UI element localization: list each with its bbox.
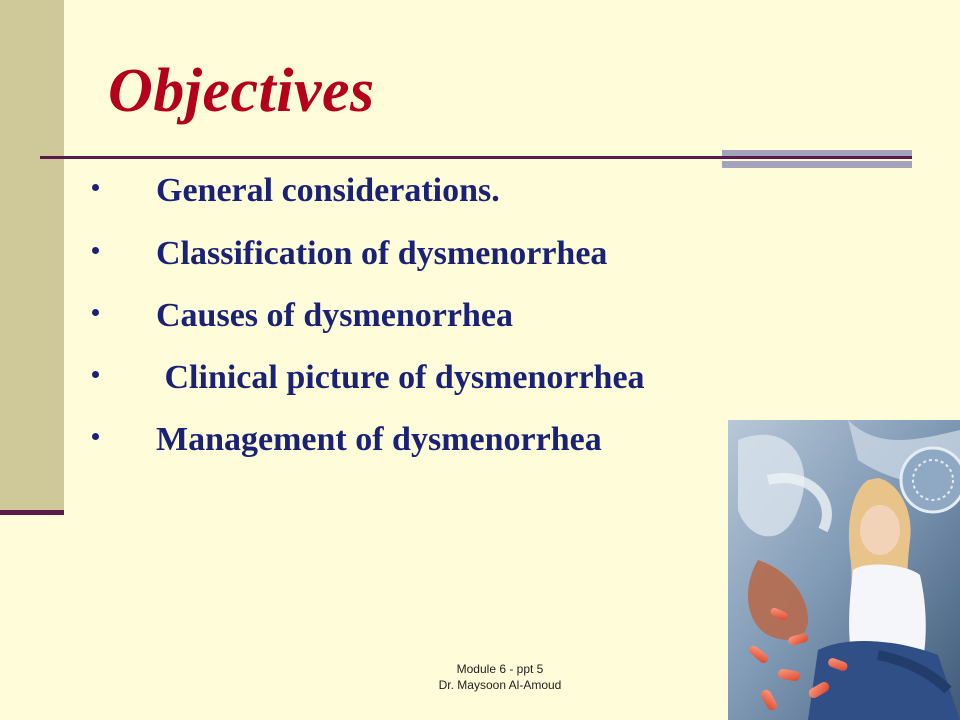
bullet-text: Causes of dysmenorrhea bbox=[156, 297, 513, 334]
bullet-text: Management of dysmenorrhea bbox=[156, 421, 602, 458]
woman-with-pills-illustration bbox=[728, 420, 960, 720]
bullet-text: Classification of dysmenorrhea bbox=[156, 235, 608, 272]
bullet-text: Clinical picture of dysmenorrhea bbox=[156, 359, 645, 396]
bullet-dot-icon bbox=[92, 184, 99, 191]
slide-title: Objectives bbox=[108, 57, 375, 125]
bullet-dot-icon bbox=[92, 247, 99, 254]
footer-module: Module 6 - ppt 5 bbox=[456, 662, 544, 676]
bullet-dot-icon bbox=[92, 433, 99, 440]
bullet-dot-icon bbox=[92, 309, 99, 316]
bullet-dot-icon bbox=[92, 371, 99, 378]
footer-author: Dr. Maysoon Al-Amoud bbox=[438, 678, 562, 692]
bullet-text: General considerations. bbox=[156, 172, 500, 209]
slide-footer bbox=[360, 661, 640, 693]
